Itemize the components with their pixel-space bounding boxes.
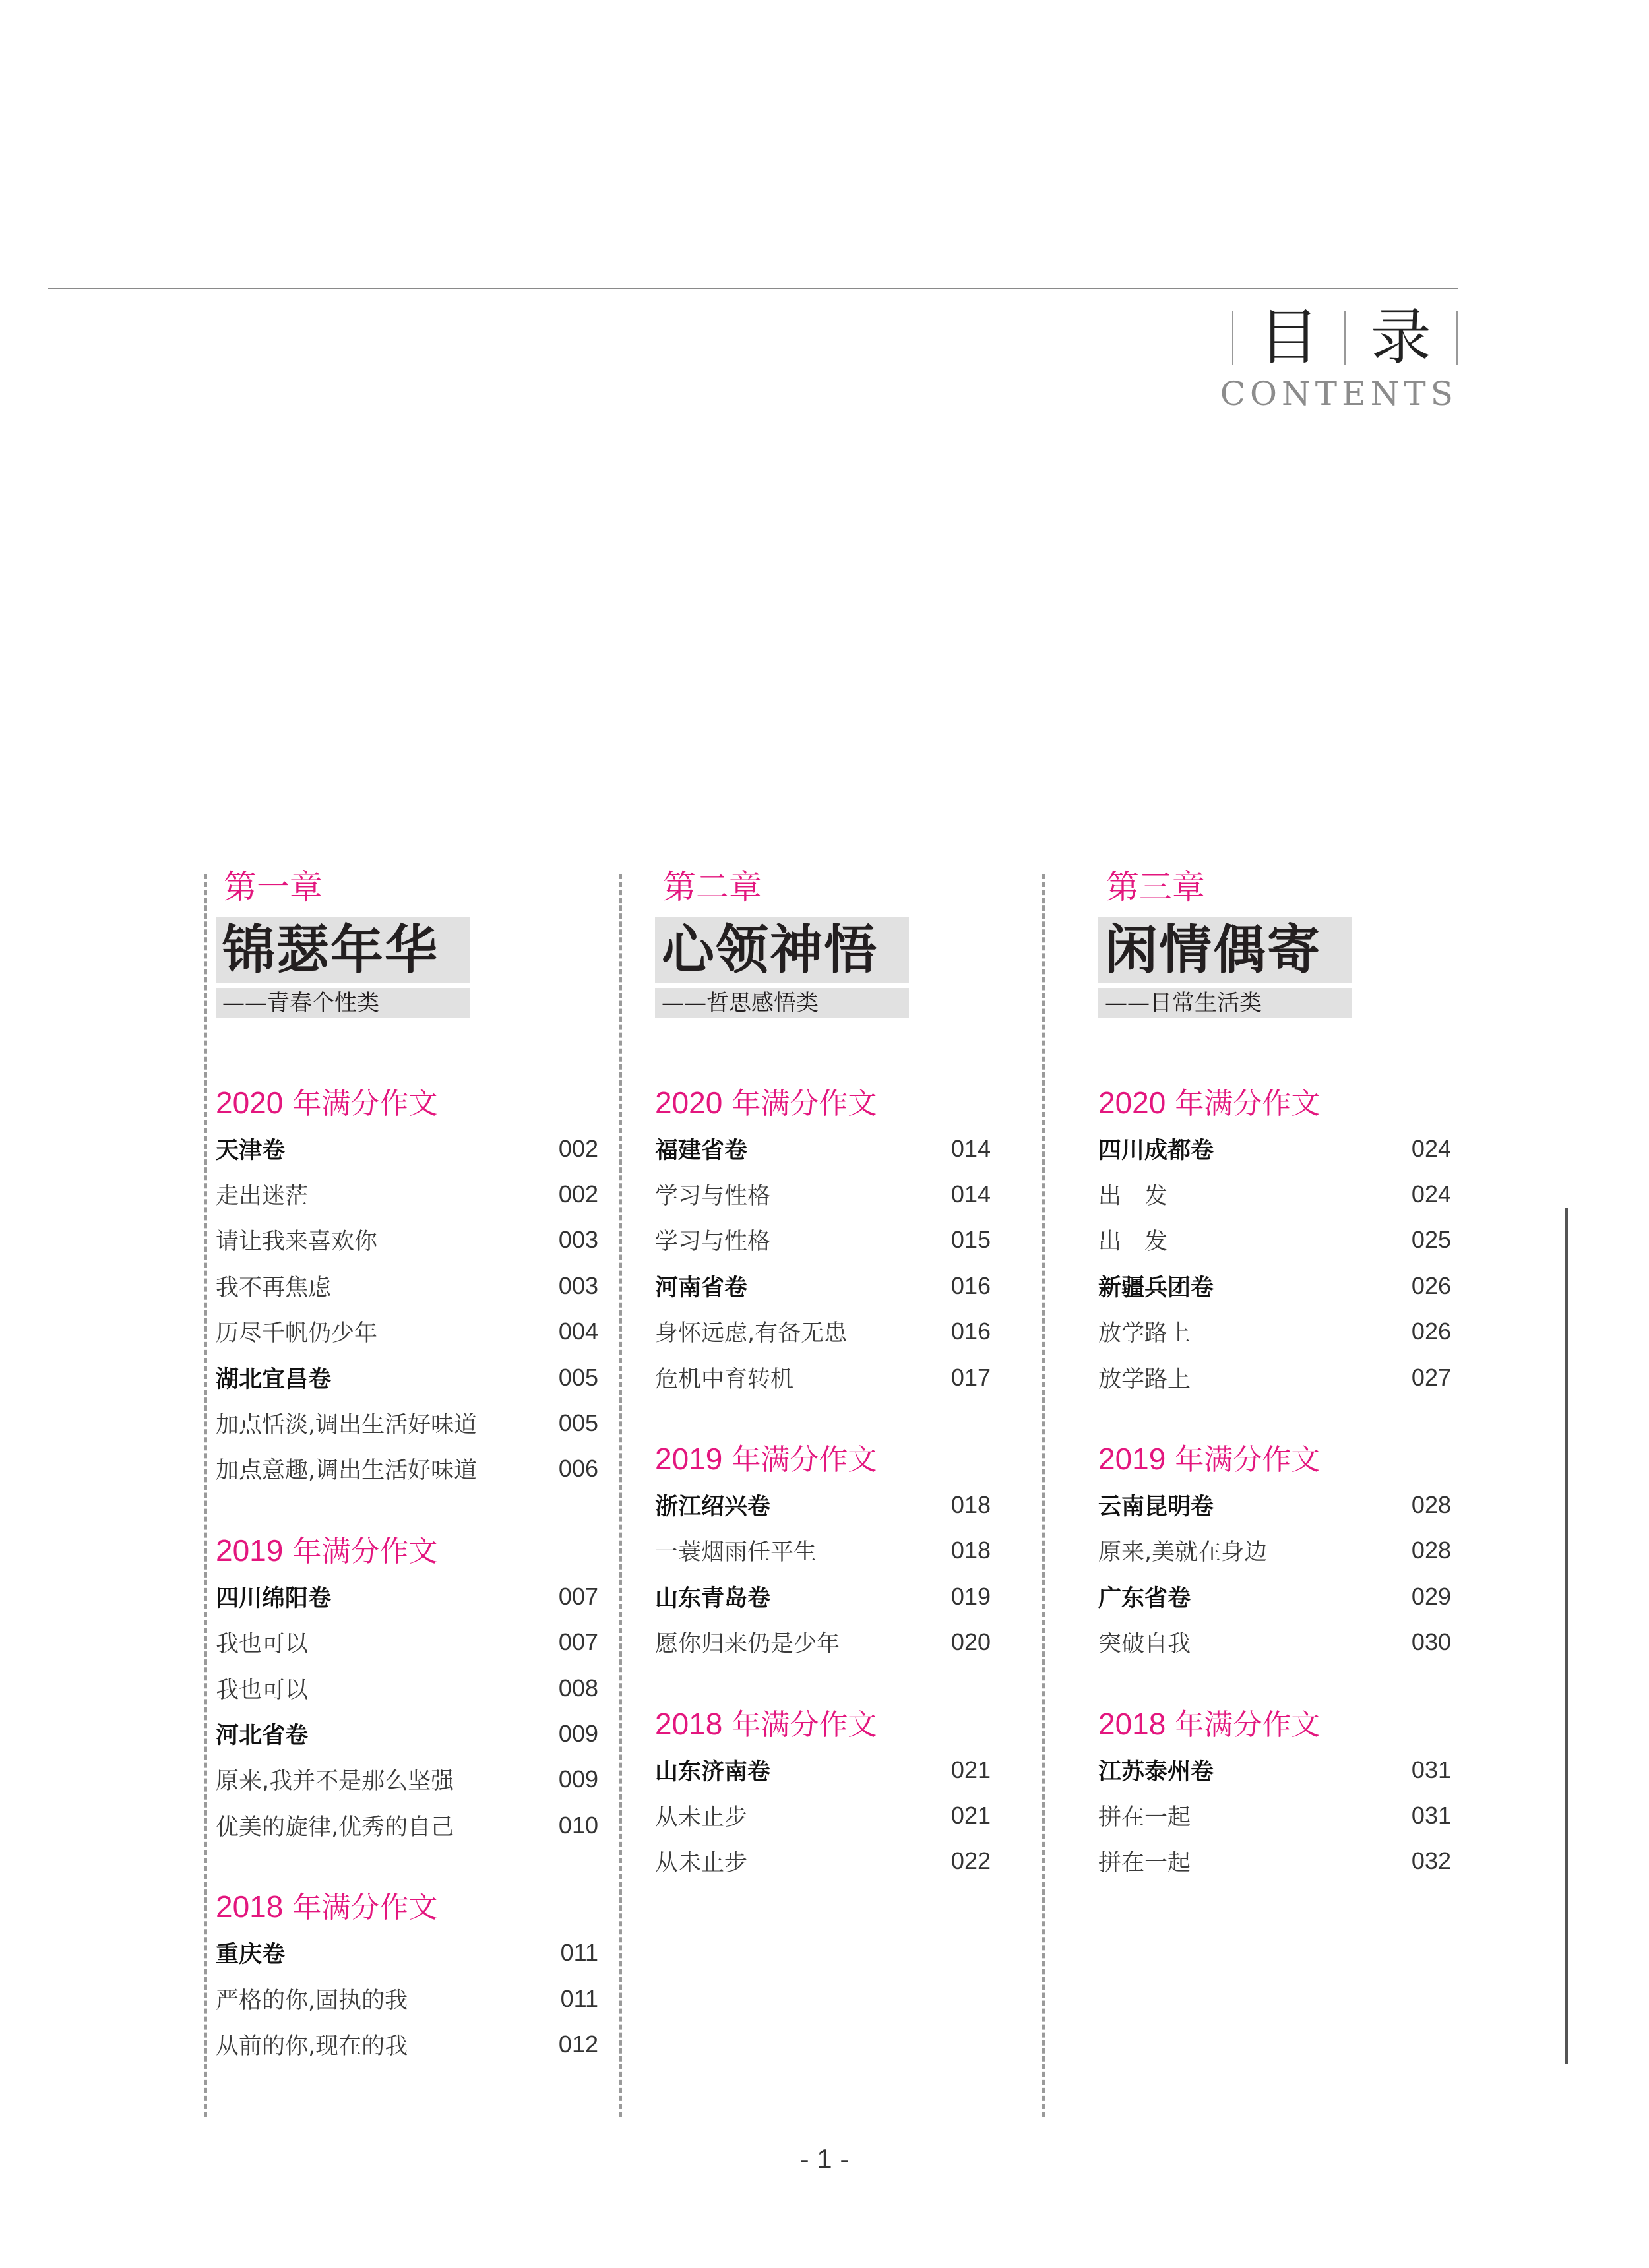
toc-region-entry[interactable]: [216, 1930, 598, 1975]
entry-page: 010: [558, 1811, 598, 1839]
entry-page: 031: [1411, 1801, 1451, 1829]
toc-entry[interactable]: [216, 1400, 598, 1446]
entry-title: 山东青岛卷: [655, 1585, 771, 1612]
entry-page: 007: [558, 1582, 598, 1610]
entry-title: 新疆兵团卷: [1098, 1274, 1214, 1301]
entry-page: 031: [1411, 1756, 1451, 1783]
entry-page: 006: [558, 1455, 598, 1483]
column-divider: [1042, 874, 1045, 2117]
chapter-number: 第二章: [663, 868, 762, 906]
section: [1098, 1081, 1451, 1400]
chapter-name-box: [216, 917, 470, 983]
entry-title: 我也可以: [216, 1676, 309, 1703]
toc-region-entry[interactable]: [655, 1263, 991, 1308]
toc-entry[interactable]: [216, 1446, 598, 1492]
section-heading: [1098, 1437, 1451, 1482]
title-char-1: 目: [1258, 302, 1319, 373]
entry-page: 009: [558, 1765, 598, 1793]
entry-title: 原来,我并不是那么坚强: [216, 1768, 454, 1795]
chapter-subtitle: ——哲思感悟类: [662, 990, 819, 1016]
entry-title: 原来,美就在身边: [1098, 1539, 1268, 1566]
entry-page: 014: [950, 1134, 991, 1162]
chapter-number: 第一章: [224, 868, 323, 906]
entry-page: 012: [558, 2030, 598, 2058]
right-edge-rule: [1565, 1208, 1568, 2064]
column-divider: [619, 874, 622, 2117]
section: [1098, 1437, 1451, 1665]
chapter-subtitle-box: [1098, 988, 1352, 1018]
entry-page: 017: [950, 1363, 991, 1391]
entry-page: 022: [950, 1847, 991, 1875]
chapter-name: 心领神悟: [662, 919, 878, 981]
entry-page: 018: [950, 1537, 991, 1564]
section: [1098, 1702, 1451, 1884]
toc-entry[interactable]: [655, 1793, 991, 1838]
toc-entry[interactable]: [1098, 1793, 1451, 1838]
toc-entry[interactable]: [216, 2021, 598, 2067]
section-label: 年满分作文: [731, 1087, 877, 1120]
chapter-name: 闲情偶寄: [1105, 919, 1321, 981]
section-year: 2019: [655, 1442, 723, 1477]
toc-entry[interactable]: [655, 1217, 991, 1263]
toc-region-entry[interactable]: [655, 1126, 991, 1171]
section-label: 年满分作文: [731, 1443, 877, 1477]
chapter-name-box: [1098, 917, 1352, 983]
toc-entry[interactable]: [1098, 1528, 1451, 1574]
entry-title: 一蓑烟雨任平生: [655, 1539, 817, 1566]
entry-title: 加点恬淡,调出生活好味道: [216, 1412, 478, 1439]
entry-title: 放学路上: [1098, 1366, 1191, 1393]
toc-region-entry[interactable]: [655, 1747, 991, 1793]
entry-page: 021: [950, 1801, 991, 1829]
section-label: 年满分作文: [1175, 1707, 1321, 1742]
chapter-number: 第三章: [1106, 868, 1205, 906]
page-number: - 1 -: [799, 2143, 850, 2174]
entry-title: 学习与性格: [655, 1183, 771, 1210]
top-rule: [48, 288, 1458, 289]
column-divider: [204, 874, 207, 2117]
entry-page: 018: [950, 1491, 991, 1519]
toc-region-entry[interactable]: [1098, 1747, 1451, 1793]
entry-title: 从未止步: [655, 1804, 748, 1831]
entry-title: 浙江绍兴卷: [655, 1494, 771, 1521]
section-heading: [655, 1437, 991, 1482]
section-label: 年满分作文: [731, 1707, 877, 1742]
entry-title: 严格的你,固执的我: [216, 1987, 408, 2014]
section-heading: [216, 1529, 598, 1574]
title-char-2: 录: [1370, 302, 1431, 373]
entry-page: 024: [1411, 1134, 1451, 1162]
section-heading: [216, 1081, 598, 1126]
toc-entry[interactable]: [216, 1309, 598, 1355]
entry-page: 002: [558, 1180, 598, 1208]
contents-title: [1232, 302, 1458, 373]
entry-page: 026: [1411, 1318, 1451, 1345]
entry-title: 云南昆明卷: [1098, 1494, 1214, 1521]
entry-page: 011: [560, 1939, 598, 1967]
entry-page: 003: [558, 1272, 598, 1299]
entry-title: 愿你归来仍是少年: [655, 1631, 840, 1658]
toc-region-entry[interactable]: [216, 1574, 598, 1619]
entry-page: 026: [1411, 1272, 1451, 1299]
toc-entry[interactable]: [216, 1802, 598, 1848]
toc-entry[interactable]: [216, 1217, 598, 1263]
chapter-column: [216, 861, 598, 2068]
entry-title: 从未止步: [655, 1850, 748, 1877]
section-heading: [655, 1081, 991, 1126]
toc-entry[interactable]: [1098, 1839, 1451, 1884]
entry-title: 天津卷: [216, 1137, 286, 1164]
toc-entry[interactable]: [1098, 1171, 1451, 1217]
entry-page: 019: [950, 1582, 991, 1610]
toc-entry[interactable]: [1098, 1355, 1451, 1400]
entry-title: 出 发: [1098, 1183, 1168, 1210]
entry-page: 028: [1411, 1537, 1451, 1564]
entry-title: 身怀远虑,有备无患: [655, 1320, 848, 1347]
entry-page: 020: [950, 1628, 991, 1656]
entry-title: 重庆卷: [216, 1942, 286, 1969]
entry-title: 四川绵阳卷: [216, 1585, 332, 1612]
toc-entry[interactable]: [216, 1171, 598, 1217]
contents-subtitle-en: CONTENTS: [1220, 375, 1458, 413]
section: [655, 1702, 991, 1884]
section-year: 2018: [216, 1889, 284, 1924]
section-label: 年满分作文: [292, 1891, 438, 1925]
entry-page: 030: [1411, 1628, 1451, 1656]
entry-title: 放学路上: [1098, 1320, 1191, 1347]
entry-title: 加点意趣,调出生活好味道: [216, 1457, 478, 1485]
toc-region-entry[interactable]: [1098, 1482, 1451, 1527]
entry-page: 027: [1411, 1363, 1451, 1391]
entry-page: 025: [1411, 1226, 1451, 1254]
entry-page: 016: [950, 1318, 991, 1345]
toc-entry[interactable]: [216, 1620, 598, 1665]
entry-title: 优美的旋律,优秀的自己: [216, 1814, 454, 1841]
entry-title: 山东济南卷: [655, 1758, 771, 1785]
entry-page: 005: [558, 1363, 598, 1391]
entry-page: 003: [558, 1226, 598, 1254]
toc-entry[interactable]: [216, 1263, 598, 1308]
section-heading: [1098, 1081, 1451, 1126]
section-label: 年满分作文: [292, 1087, 438, 1120]
section-label: 年满分作文: [1175, 1443, 1321, 1477]
section: [655, 1437, 991, 1665]
section-heading: [655, 1702, 991, 1747]
entry-page: 008: [558, 1674, 598, 1701]
entry-title: 危机中育转机: [655, 1366, 794, 1393]
entry-title: 湖北宜昌卷: [216, 1366, 332, 1393]
entry-title: 我不再焦虑: [216, 1274, 332, 1301]
entry-title: 拼在一起: [1098, 1804, 1191, 1831]
entry-page: 029: [1411, 1582, 1451, 1610]
entry-title: 四川成都卷: [1098, 1137, 1214, 1164]
chapter-name-box: [655, 917, 909, 983]
chapter-subtitle: ——日常生活类: [1105, 990, 1262, 1016]
entry-page: 024: [1411, 1180, 1451, 1208]
section-year: 2019: [1098, 1442, 1166, 1477]
toc-entry[interactable]: [655, 1620, 991, 1665]
entry-page: 002: [558, 1134, 598, 1162]
toc-entry[interactable]: [216, 1665, 598, 1711]
section-year: 2020: [216, 1086, 284, 1120]
toc-region-entry[interactable]: [655, 1574, 991, 1619]
entry-page: 014: [950, 1180, 991, 1208]
entry-title: 河北省卷: [216, 1722, 309, 1749]
toc-region-entry[interactable]: [655, 1482, 991, 1527]
entry-title: 福建省卷: [655, 1137, 748, 1164]
section: [655, 1081, 991, 1400]
entry-title: 江苏泰州卷: [1098, 1758, 1214, 1785]
entry-title: 出 发: [1098, 1229, 1168, 1256]
section-label: 年满分作文: [292, 1535, 438, 1569]
entry-page: 005: [558, 1409, 598, 1437]
toc-entry[interactable]: [216, 1757, 598, 1802]
toc-region-entry[interactable]: [216, 1126, 598, 1171]
section-heading: [216, 1885, 598, 1930]
toc-region-entry[interactable]: [1098, 1574, 1451, 1619]
toc-region-entry[interactable]: [1098, 1126, 1451, 1171]
entry-title: 学习与性格: [655, 1229, 771, 1256]
entry-page: 028: [1411, 1491, 1451, 1519]
entry-title: 河南省卷: [655, 1274, 748, 1301]
section-year: 2020: [655, 1086, 723, 1120]
entry-page: 016: [950, 1272, 991, 1299]
entry-page: 021: [950, 1756, 991, 1783]
section-year: 2020: [1098, 1086, 1166, 1120]
section: [216, 1885, 598, 2067]
toc-entry[interactable]: [655, 1171, 991, 1217]
toc-entry[interactable]: [655, 1528, 991, 1574]
entry-page: 032: [1411, 1847, 1451, 1875]
entry-title: 广东省卷: [1098, 1585, 1191, 1612]
toc-region-entry[interactable]: [216, 1355, 598, 1400]
section-year: 2018: [655, 1706, 723, 1741]
toc-entry[interactable]: [216, 1976, 598, 2021]
chapter-name: 锦瑟年华: [222, 919, 439, 981]
toc-region-entry[interactable]: [1098, 1263, 1451, 1308]
toc-entry[interactable]: [1098, 1620, 1451, 1665]
section-year: 2018: [1098, 1706, 1166, 1741]
chapter-subtitle-box: [216, 988, 470, 1018]
entry-page: 004: [558, 1318, 598, 1345]
toc-entry[interactable]: [655, 1309, 991, 1355]
entry-title: 我也可以: [216, 1631, 309, 1658]
entry-title: 从前的你,现在的我: [216, 2033, 408, 2060]
section: [216, 1529, 598, 1848]
chapter-subtitle: ——青春个性类: [222, 990, 379, 1016]
entry-page: 011: [560, 1984, 598, 2012]
toc-region-entry[interactable]: [216, 1711, 598, 1756]
title-divider: [1456, 311, 1458, 365]
chapter-column: [1098, 861, 1451, 1884]
toc-entry[interactable]: [1098, 1217, 1451, 1263]
entry-title: 历尽千帆仍少年: [216, 1320, 378, 1347]
entry-page: 015: [950, 1226, 991, 1254]
entry-title: 突破自我: [1098, 1631, 1191, 1658]
entry-title: 拼在一起: [1098, 1850, 1191, 1877]
toc-entry[interactable]: [655, 1839, 991, 1884]
section-heading: [1098, 1702, 1451, 1747]
entry-page: 007: [558, 1628, 598, 1656]
section-year: 2019: [216, 1533, 284, 1568]
section-label: 年满分作文: [1175, 1087, 1321, 1120]
entry-page: 009: [558, 1719, 598, 1747]
chapter-column: [655, 861, 991, 1884]
chapter-subtitle-box: [655, 988, 909, 1018]
toc-entry[interactable]: [655, 1355, 991, 1400]
entry-title: 请让我来喜欢你: [216, 1229, 378, 1256]
entry-title: 走出迷茫: [216, 1183, 309, 1210]
section: [216, 1081, 598, 1492]
toc-entry[interactable]: [1098, 1309, 1451, 1355]
